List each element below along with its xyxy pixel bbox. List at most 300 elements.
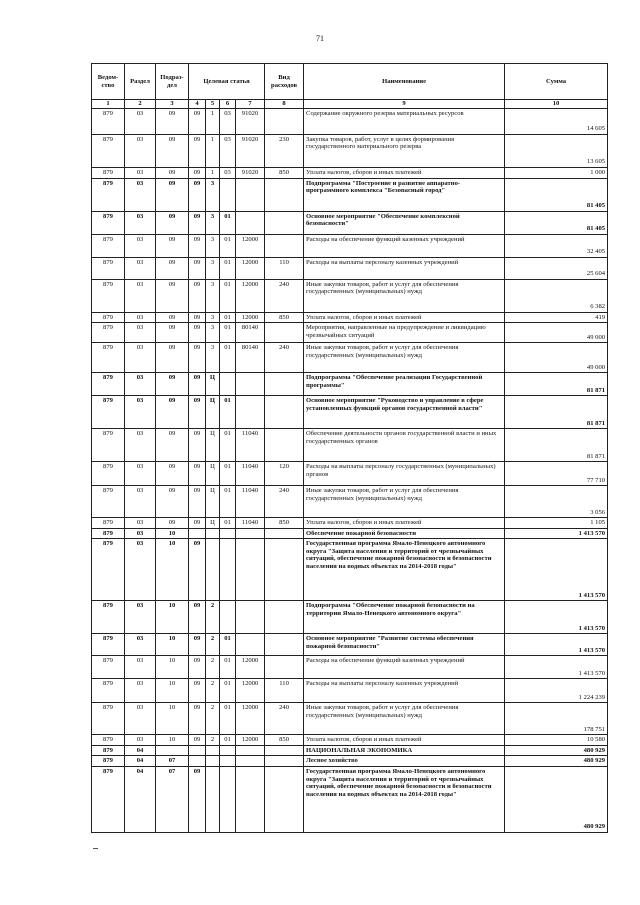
expense-type-cell: 240 — [265, 486, 304, 518]
name-cell: Расходы на выплаты персоналу казенных учреждений — [304, 679, 505, 703]
sum-cell: 3 056 — [505, 486, 608, 518]
podrazdel-cell: 10 — [156, 634, 189, 656]
column-index-cell: 6 — [220, 100, 236, 109]
podrazdel-cell: 10 — [156, 656, 189, 679]
name-cell: Подпрограмма "Построение и развитие аппаратно-программного комплекса "Безопасный город" — [304, 178, 505, 211]
vedomstvo-cell: 879 — [92, 767, 125, 833]
subprogram-code-cell: 3 — [206, 279, 220, 312]
name-cell: НАЦИОНАЛЬНАЯ ЭКОНОМИКА — [304, 745, 505, 756]
subprogram-code-cell: 3 — [206, 312, 220, 323]
activity-code-cell: 01 — [220, 323, 236, 343]
subprogram-code-cell: Ц — [206, 462, 220, 486]
expense-type-cell — [265, 108, 304, 134]
table-row — [92, 279, 608, 312]
vedomstvo-cell: 879 — [92, 735, 125, 746]
activity-code-cell: 01 — [220, 462, 236, 486]
expense-type-cell: 850 — [265, 518, 304, 529]
podrazdel-cell: 09 — [156, 462, 189, 486]
razdel-cell: 04 — [125, 767, 156, 833]
vedomstvo-cell: 879 — [92, 745, 125, 756]
name-cell: Основное мероприятие "Руководство и управление в сфере установленных функций органов государственной власти" — [304, 396, 505, 429]
sum-cell: 1 413 570 — [505, 634, 608, 656]
program-code-cell: 09 — [189, 486, 206, 518]
sum-cell: 49 000 — [505, 343, 608, 373]
direction-code-cell — [236, 601, 265, 634]
subprogram-code-cell: Ц — [206, 373, 220, 396]
podrazdel-cell: 09 — [156, 279, 189, 312]
expense-type-cell: 240 — [265, 279, 304, 312]
header-celevaya-statya: Целевая статья — [189, 64, 265, 100]
direction-code-cell: 80140 — [236, 343, 265, 373]
expense-type-cell — [265, 539, 304, 601]
podrazdel-cell: 07 — [156, 767, 189, 833]
razdel-cell: 03 — [125, 211, 156, 234]
name-cell: Иные закупки товаров, работ и услуг для обеспечения государственных (муниципальных) нужд — [304, 279, 505, 312]
sum-cell: 178 751 — [505, 703, 608, 735]
subprogram-code-cell — [206, 539, 220, 601]
activity-code-cell — [220, 767, 236, 833]
program-code-cell: 09 — [189, 167, 206, 178]
page-mark — [93, 848, 98, 849]
subprogram-code-cell: 2 — [206, 656, 220, 679]
vedomstvo-cell: 879 — [92, 656, 125, 679]
sum-cell: 480 929 — [505, 756, 608, 767]
table-row — [92, 679, 608, 703]
table-row — [92, 703, 608, 735]
direction-code-cell — [236, 396, 265, 429]
direction-code-cell: 11040 — [236, 486, 265, 518]
activity-code-cell: 01 — [220, 257, 236, 279]
podrazdel-cell: 10 — [156, 735, 189, 746]
expense-type-cell — [265, 745, 304, 756]
column-index-cell: 3 — [156, 100, 189, 109]
sum-cell: 81 405 — [505, 211, 608, 234]
direction-code-cell: 12000 — [236, 656, 265, 679]
program-code-cell: 09 — [189, 601, 206, 634]
activity-code-cell: 01 — [220, 486, 236, 518]
podrazdel-cell: 10 — [156, 528, 189, 539]
name-cell: Иные закупки товаров, работ и услуг для обеспечения государственных (муниципальных) нужд — [304, 486, 505, 518]
table-row — [92, 462, 608, 486]
razdel-cell: 03 — [125, 462, 156, 486]
activity-code-cell: 01 — [220, 343, 236, 373]
table-row — [92, 312, 608, 323]
column-index-cell: 2 — [125, 100, 156, 109]
direction-code-cell — [236, 373, 265, 396]
sum-cell: 1 413 570 — [505, 539, 608, 601]
vedomstvo-cell: 879 — [92, 312, 125, 323]
razdel-cell: 03 — [125, 312, 156, 323]
podrazdel-cell: 10 — [156, 679, 189, 703]
program-code-cell: 09 — [189, 312, 206, 323]
name-cell: Подпрограмма "Обеспечение реализации Государственной программы" — [304, 373, 505, 396]
sum-cell: 32 405 — [505, 234, 608, 257]
expense-type-cell: 850 — [265, 312, 304, 323]
sum-cell: 81 871 — [505, 373, 608, 396]
subprogram-code-cell — [206, 745, 220, 756]
expense-type-cell — [265, 528, 304, 539]
activity-code-cell: 01 — [220, 396, 236, 429]
subprogram-code-cell: 1 — [206, 108, 220, 134]
activity-code-cell: 01 — [220, 656, 236, 679]
direction-code-cell: 11040 — [236, 462, 265, 486]
sum-cell: 81 405 — [505, 178, 608, 211]
name-cell: Подпрограмма "Обеспечение пожарной безопасности на территории Ямало-Ненецкого автономного округа" — [304, 601, 505, 634]
expense-type-cell — [265, 373, 304, 396]
subprogram-code-cell: 1 — [206, 167, 220, 178]
program-code-cell: 09 — [189, 323, 206, 343]
podrazdel-cell: 09 — [156, 234, 189, 257]
table-row — [92, 539, 608, 601]
table-row — [92, 167, 608, 178]
sum-cell: 1 413 570 — [505, 656, 608, 679]
name-cell: Расходы на обеспечение функций казенных учреждений — [304, 234, 505, 257]
activity-code-cell: 01 — [220, 312, 236, 323]
program-code-cell — [189, 745, 206, 756]
name-cell: Лесное хозяйство — [304, 756, 505, 767]
sum-cell: 1 105 — [505, 518, 608, 529]
direction-code-cell: 12000 — [236, 279, 265, 312]
expense-type-cell — [265, 429, 304, 462]
razdel-cell: 03 — [125, 518, 156, 529]
header-summa: Сумма — [505, 64, 608, 100]
table-row — [92, 528, 608, 539]
subprogram-code-cell: 3 — [206, 323, 220, 343]
vedomstvo-cell: 879 — [92, 108, 125, 134]
podrazdel-cell: 09 — [156, 429, 189, 462]
sum-cell: 1 224 239 — [505, 679, 608, 703]
podrazdel-cell: 09 — [156, 167, 189, 178]
razdel-cell: 03 — [125, 601, 156, 634]
expense-type-cell — [265, 601, 304, 634]
program-code-cell: 09 — [189, 211, 206, 234]
subprogram-code-cell: Ц — [206, 518, 220, 529]
table-row — [92, 756, 608, 767]
expense-type-cell — [265, 634, 304, 656]
subprogram-code-cell — [206, 756, 220, 767]
table-row — [92, 178, 608, 211]
activity-code-cell: 01 — [220, 735, 236, 746]
direction-code-cell — [236, 767, 265, 833]
name-cell: Содержание окружного резерва материальных ресурсов — [304, 108, 505, 134]
name-cell: Расходы на выплаты персоналу государственных (муниципальных) органов — [304, 462, 505, 486]
direction-code-cell — [236, 539, 265, 601]
podrazdel-cell: 09 — [156, 323, 189, 343]
razdel-cell: 03 — [125, 323, 156, 343]
vedomstvo-cell: 879 — [92, 429, 125, 462]
expense-type-cell — [265, 234, 304, 257]
program-code-cell: 09 — [189, 735, 206, 746]
expense-type-cell: 110 — [265, 679, 304, 703]
podrazdel-cell: 09 — [156, 312, 189, 323]
vedomstvo-cell: 879 — [92, 134, 125, 167]
razdel-cell: 03 — [125, 234, 156, 257]
activity-code-cell — [220, 601, 236, 634]
activity-code-cell: 03 — [220, 134, 236, 167]
expense-type-cell: 850 — [265, 167, 304, 178]
column-index-row — [92, 100, 608, 109]
razdel-cell: 03 — [125, 396, 156, 429]
vedomstvo-cell: 879 — [92, 167, 125, 178]
direction-code-cell: 11040 — [236, 429, 265, 462]
subprogram-code-cell: 2 — [206, 679, 220, 703]
table-row — [92, 601, 608, 634]
table-row — [92, 211, 608, 234]
name-cell: Уплата налогов, сборов и иных платежей — [304, 735, 505, 746]
vedomstvo-cell: 879 — [92, 634, 125, 656]
subprogram-code-cell: Ц — [206, 396, 220, 429]
table-row — [92, 134, 608, 167]
program-code-cell: 09 — [189, 134, 206, 167]
activity-code-cell — [220, 539, 236, 601]
sum-cell: 480 929 — [505, 745, 608, 756]
program-code-cell: 09 — [189, 373, 206, 396]
header-vid-rashodov: Вид расходов — [265, 64, 304, 100]
razdel-cell: 03 — [125, 656, 156, 679]
program-code-cell: 09 — [189, 257, 206, 279]
podrazdel-cell: 09 — [156, 343, 189, 373]
expense-type-cell — [265, 178, 304, 211]
sum-cell: 1 413 570 — [505, 601, 608, 634]
podrazdel-cell: 09 — [156, 257, 189, 279]
subprogram-code-cell: 3 — [206, 257, 220, 279]
program-code-cell: 09 — [189, 539, 206, 601]
name-cell: Расходы на обеспечение функций казенных учреждений — [304, 656, 505, 679]
sum-cell: 10 580 — [505, 735, 608, 746]
subprogram-code-cell: 3 — [206, 343, 220, 373]
expense-type-cell — [265, 767, 304, 833]
table-row — [92, 373, 608, 396]
direction-code-cell: 12000 — [236, 257, 265, 279]
vedomstvo-cell: 879 — [92, 539, 125, 601]
name-cell: Иные закупки товаров, работ и услуг для обеспечения государственных (муниципальных) нужд — [304, 343, 505, 373]
sum-cell: 81 871 — [505, 396, 608, 429]
razdel-cell: 03 — [125, 486, 156, 518]
razdel-cell: 03 — [125, 257, 156, 279]
header-row — [92, 64, 608, 100]
activity-code-cell: 01 — [220, 234, 236, 257]
vedomstvo-cell: 879 — [92, 234, 125, 257]
header-razdel: Раздел — [125, 64, 156, 100]
sum-cell: 1 413 570 — [505, 528, 608, 539]
vedomstvo-cell: 879 — [92, 528, 125, 539]
column-index-cell: 7 — [236, 100, 265, 109]
name-cell: Уплата налогов, сборов и иных платежей — [304, 167, 505, 178]
razdel-cell: 03 — [125, 373, 156, 396]
direction-code-cell: 12000 — [236, 234, 265, 257]
name-cell: Мероприятия, направленные на предупреждение и ликвидацию чрезвычайных ситуаций — [304, 323, 505, 343]
direction-code-cell — [236, 528, 265, 539]
page-number: 71 — [316, 34, 324, 43]
razdel-cell: 03 — [125, 134, 156, 167]
table-row — [92, 735, 608, 746]
vedomstvo-cell: 879 — [92, 211, 125, 234]
table-row — [92, 745, 608, 756]
subprogram-code-cell: 2 — [206, 735, 220, 746]
podrazdel-cell: 07 — [156, 756, 189, 767]
activity-code-cell: 03 — [220, 167, 236, 178]
podrazdel-cell: 09 — [156, 396, 189, 429]
podrazdel-cell — [156, 745, 189, 756]
activity-code-cell: 01 — [220, 703, 236, 735]
razdel-cell: 03 — [125, 703, 156, 735]
expense-type-cell — [265, 323, 304, 343]
activity-code-cell: 01 — [220, 429, 236, 462]
razdel-cell: 04 — [125, 756, 156, 767]
name-cell: Обеспечение пожарной безопасности — [304, 528, 505, 539]
vedomstvo-cell: 879 — [92, 601, 125, 634]
activity-code-cell: 01 — [220, 679, 236, 703]
subprogram-code-cell: 2 — [206, 634, 220, 656]
vedomstvo-cell: 879 — [92, 373, 125, 396]
program-code-cell: 09 — [189, 343, 206, 373]
name-cell: Основное мероприятие "Обеспечение комплексной безопасности" — [304, 211, 505, 234]
column-index-cell: 5 — [206, 100, 220, 109]
razdel-cell: 03 — [125, 178, 156, 211]
table-row — [92, 656, 608, 679]
direction-code-cell: 91020 — [236, 167, 265, 178]
expense-type-cell: 230 — [265, 134, 304, 167]
program-code-cell: 09 — [189, 429, 206, 462]
vedomstvo-cell: 879 — [92, 486, 125, 518]
expense-type-cell — [265, 211, 304, 234]
vedomstvo-cell: 879 — [92, 257, 125, 279]
direction-code-cell — [236, 178, 265, 211]
podrazdel-cell: 10 — [156, 703, 189, 735]
vedomstvo-cell: 879 — [92, 703, 125, 735]
sum-cell: 77 710 — [505, 462, 608, 486]
activity-code-cell — [220, 373, 236, 396]
activity-code-cell: 03 — [220, 108, 236, 134]
table-row — [92, 323, 608, 343]
subprogram-code-cell: 1 — [206, 134, 220, 167]
vedomstvo-cell: 879 — [92, 518, 125, 529]
direction-code-cell — [236, 745, 265, 756]
razdel-cell: 03 — [125, 279, 156, 312]
sum-cell: 419 — [505, 312, 608, 323]
razdel-cell: 03 — [125, 167, 156, 178]
razdel-cell: 03 — [125, 108, 156, 134]
sum-cell: 49 000 — [505, 323, 608, 343]
column-index-cell: 9 — [304, 100, 505, 109]
sum-cell: 480 929 — [505, 767, 608, 833]
direction-code-cell: 12000 — [236, 735, 265, 746]
header-podrazdel: Подраз-дел — [156, 64, 189, 100]
activity-code-cell — [220, 178, 236, 211]
expense-type-cell: 110 — [265, 257, 304, 279]
activity-code-cell — [220, 756, 236, 767]
expense-type-cell — [265, 756, 304, 767]
table-row — [92, 257, 608, 279]
direction-code-cell: 12000 — [236, 679, 265, 703]
activity-code-cell: 01 — [220, 279, 236, 312]
program-code-cell: 09 — [189, 703, 206, 735]
expense-type-cell — [265, 656, 304, 679]
program-code-cell: 09 — [189, 396, 206, 429]
subprogram-code-cell: 3 — [206, 234, 220, 257]
activity-code-cell — [220, 528, 236, 539]
direction-code-cell: 12000 — [236, 703, 265, 735]
direction-code-cell — [236, 756, 265, 767]
table-row — [92, 108, 608, 134]
name-cell: Основное мероприятие "Развитие системы обеспечения пожарной безопасности" — [304, 634, 505, 656]
direction-code-cell: 80140 — [236, 323, 265, 343]
header-vedomstvo: Ведом-ство — [92, 64, 125, 100]
activity-code-cell — [220, 745, 236, 756]
direction-code-cell — [236, 634, 265, 656]
program-code-cell: 09 — [189, 634, 206, 656]
direction-code-cell: 91020 — [236, 134, 265, 167]
direction-code-cell: 11040 — [236, 518, 265, 529]
activity-code-cell: 01 — [220, 518, 236, 529]
program-code-cell: 09 — [189, 767, 206, 833]
expense-type-cell: 240 — [265, 703, 304, 735]
podrazdel-cell: 09 — [156, 373, 189, 396]
column-index-cell: 8 — [265, 100, 304, 109]
program-code-cell: 09 — [189, 656, 206, 679]
direction-code-cell: 91020 — [236, 108, 265, 134]
program-code-cell: 09 — [189, 518, 206, 529]
subprogram-code-cell: Ц — [206, 429, 220, 462]
expense-type-cell — [265, 396, 304, 429]
razdel-cell: 03 — [125, 634, 156, 656]
expense-type-cell: 240 — [265, 343, 304, 373]
razdel-cell: 03 — [125, 528, 156, 539]
program-code-cell: 09 — [189, 462, 206, 486]
subprogram-code-cell — [206, 767, 220, 833]
razdel-cell: 03 — [125, 429, 156, 462]
vedomstvo-cell: 879 — [92, 756, 125, 767]
subprogram-code-cell — [206, 528, 220, 539]
subprogram-code-cell: 2 — [206, 703, 220, 735]
razdel-cell: 03 — [125, 539, 156, 601]
subprogram-code-cell: Ц — [206, 486, 220, 518]
vedomstvo-cell: 879 — [92, 178, 125, 211]
name-cell: Государственная программа Ямало-Ненецкого автономного округа "Защита населения и территорий от чрезвычайных ситуаций, обеспечение пожарной безопасности и безопасности населения на водных объектах на 2014-2018 годы" — [304, 539, 505, 601]
subprogram-code-cell: 3 — [206, 178, 220, 211]
vedomstvo-cell: 879 — [92, 323, 125, 343]
podrazdel-cell: 10 — [156, 601, 189, 634]
table-row — [92, 343, 608, 373]
program-code-cell — [189, 528, 206, 539]
table-row — [92, 429, 608, 462]
podrazdel-cell: 09 — [156, 108, 189, 134]
expense-type-cell: 120 — [265, 462, 304, 486]
name-cell: Иные закупки товаров, работ и услуг для обеспечения государственных (муниципальных) нужд — [304, 703, 505, 735]
subprogram-code-cell: 3 — [206, 211, 220, 234]
table-row — [92, 396, 608, 429]
razdel-cell: 03 — [125, 735, 156, 746]
table-row — [92, 518, 608, 529]
podrazdel-cell: 09 — [156, 486, 189, 518]
activity-code-cell: 01 — [220, 211, 236, 234]
direction-code-cell — [236, 211, 265, 234]
table-body — [92, 108, 608, 832]
budget-table — [91, 63, 608, 833]
direction-code-cell: 12000 — [236, 312, 265, 323]
sum-cell: 81 871 — [505, 429, 608, 462]
razdel-cell: 03 — [125, 343, 156, 373]
vedomstvo-cell: 879 — [92, 462, 125, 486]
header-naimenovanie: Наименование — [304, 64, 505, 100]
subprogram-code-cell: 2 — [206, 601, 220, 634]
program-code-cell — [189, 756, 206, 767]
column-index-cell: 10 — [505, 100, 608, 109]
table-row — [92, 634, 608, 656]
sum-cell: 25 604 — [505, 257, 608, 279]
sum-cell: 13 605 — [505, 134, 608, 167]
column-index-cell: 4 — [189, 100, 206, 109]
